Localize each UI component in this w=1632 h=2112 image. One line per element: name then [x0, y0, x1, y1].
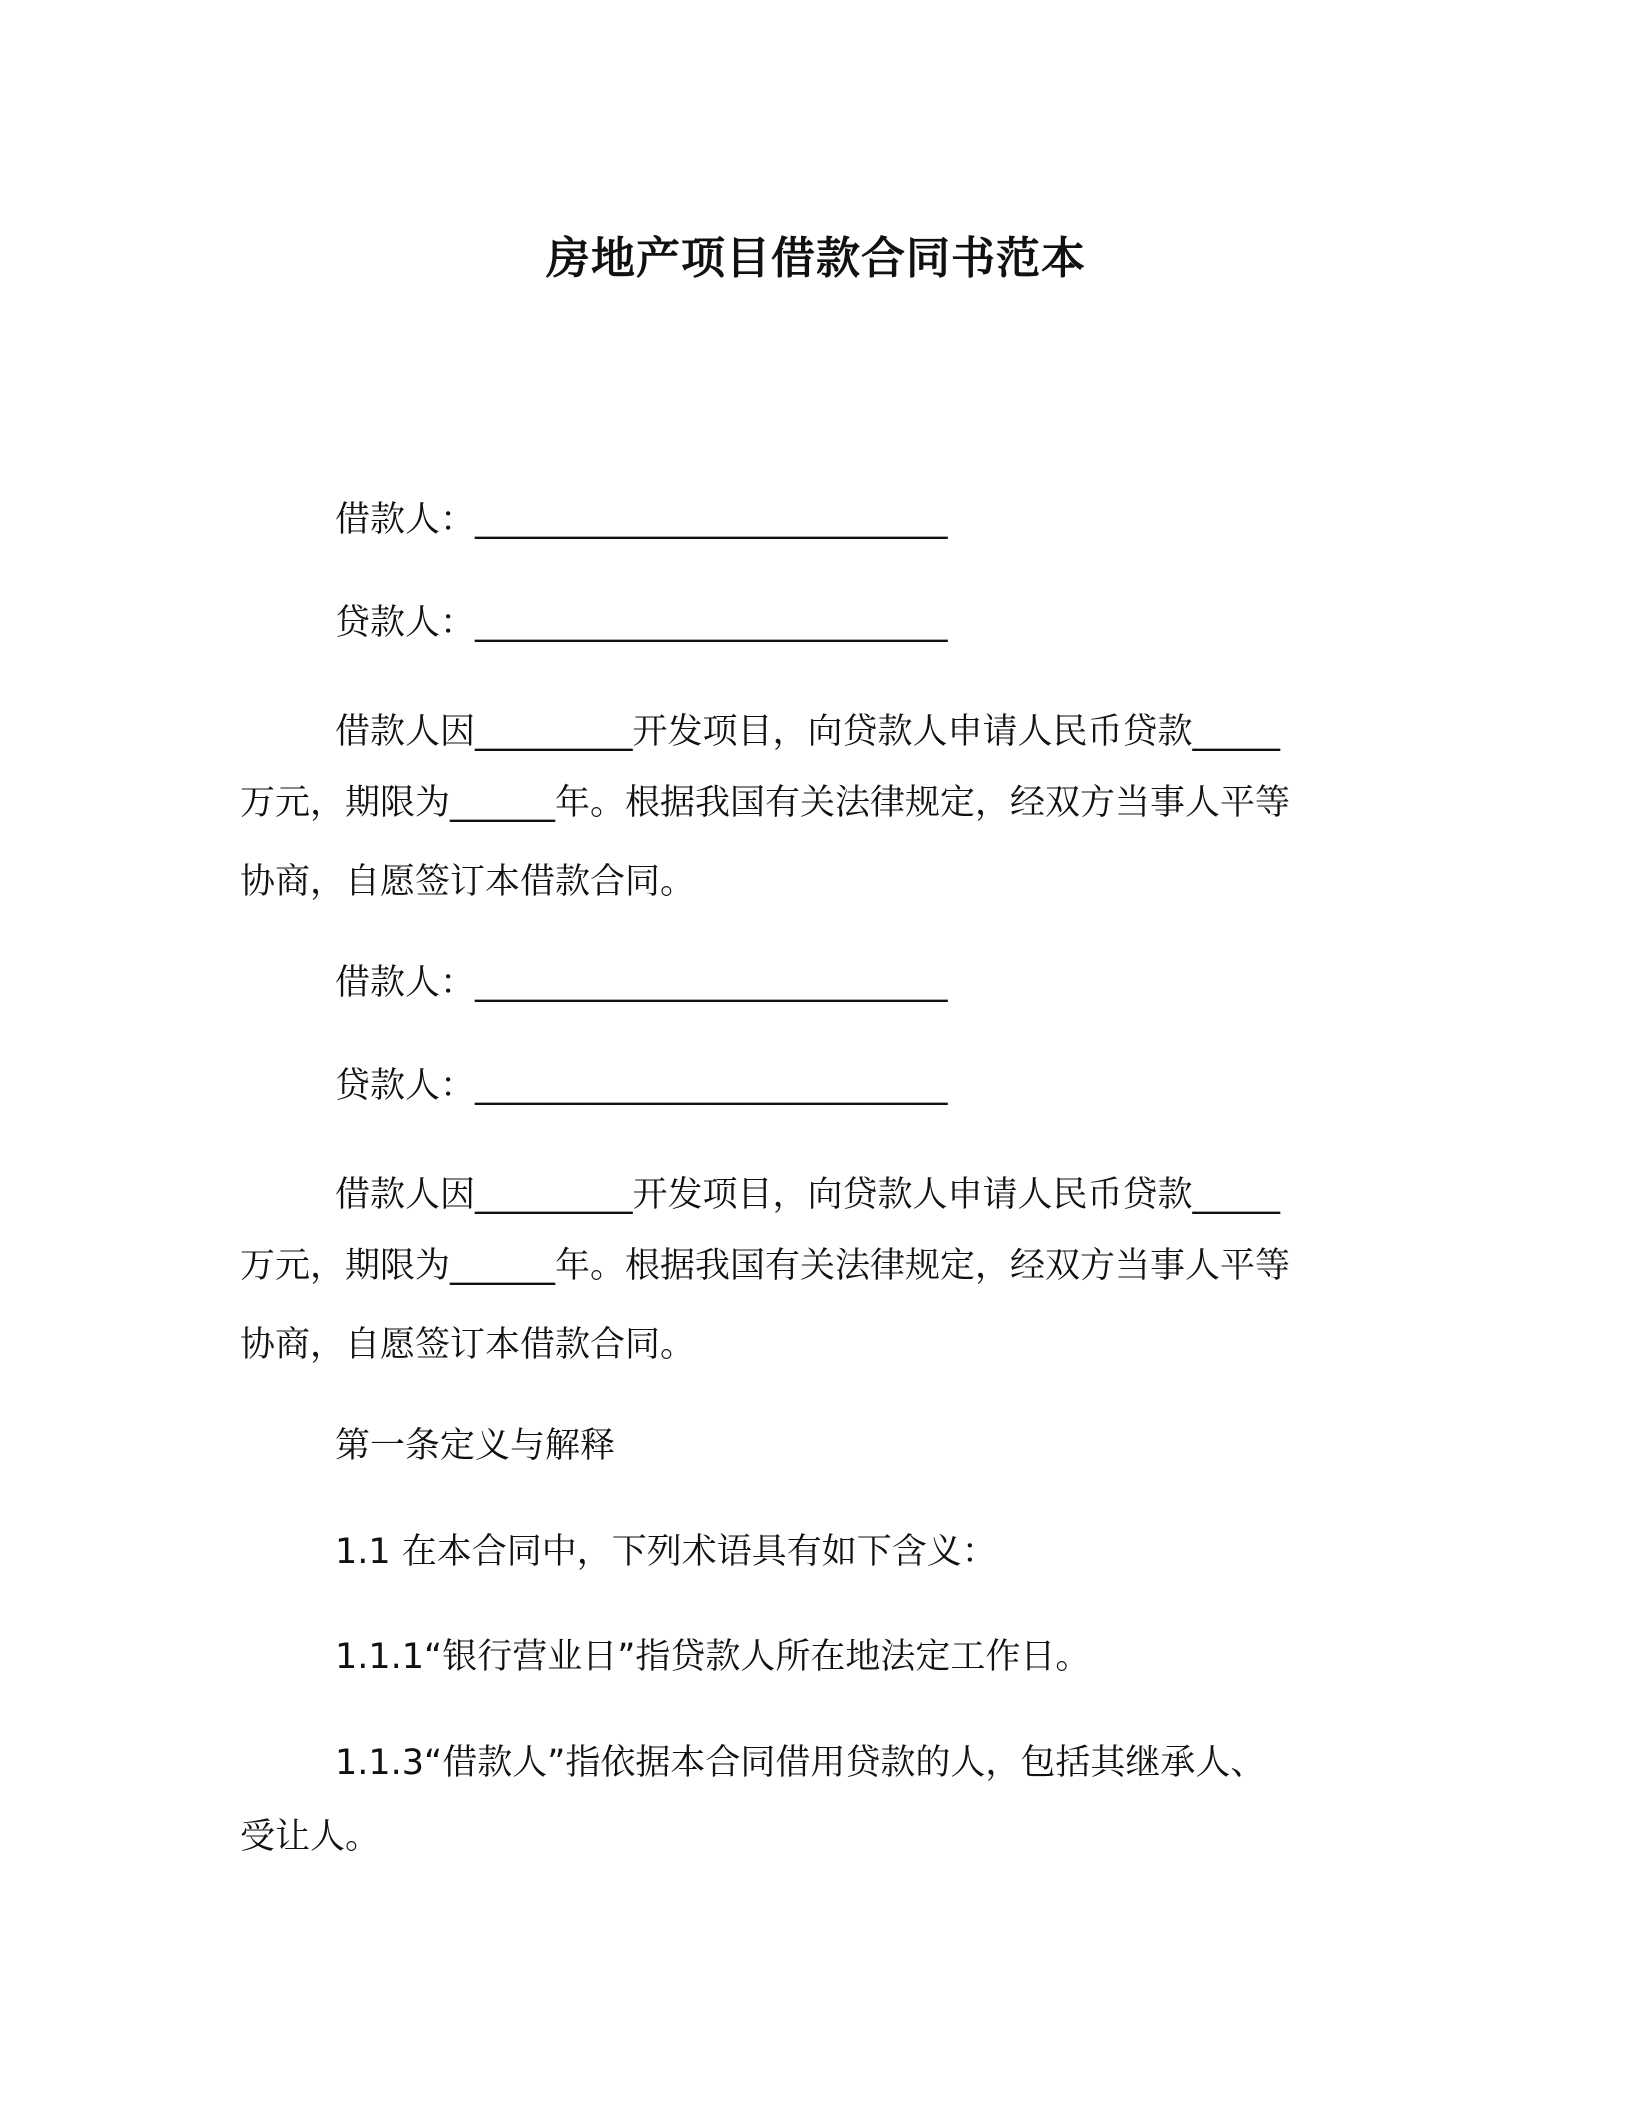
- clause-1-1: 1.1 在本合同中，下列术语具有如下含义：: [335, 1532, 997, 1572]
- preamble-line-1: 借款人因_________开发项目，向贷款人申请人民币贷款_____: [335, 1175, 1281, 1215]
- lender-field-line: 贷款人：___________________________: [335, 603, 948, 643]
- preamble-line-2: 万元，期限为______年。根据我国有关法律规定，经双方当事人平等: [240, 1246, 1291, 1286]
- clause-1-1-1: 1.1.1“银行营业日”指贷款人所在地法定工作日。: [335, 1637, 1091, 1677]
- preamble-line-1: 借款人因_________开发项目，向贷款人申请人民币贷款_____: [335, 712, 1281, 752]
- document-title: 房地产项目借款合同书范本: [546, 233, 1086, 284]
- preamble-line-2: 万元，期限为______年。根据我国有关法律规定，经双方当事人平等: [240, 783, 1291, 823]
- clause-1-1-3-line-2: 受让人。: [240, 1817, 381, 1857]
- preamble-line-3: 协商，自愿签订本借款合同。: [240, 862, 696, 902]
- borrower-field-line: 借款人：___________________________: [335, 500, 948, 540]
- article-heading: 第一条定义与解释: [335, 1426, 616, 1466]
- preamble-line-3: 协商，自愿签订本借款合同。: [240, 1325, 696, 1365]
- lender-field-line: 贷款人：___________________________: [335, 1066, 948, 1106]
- borrower-field-line: 借款人：___________________________: [335, 963, 948, 1003]
- clause-1-1-3-line-1: 1.1.3“借款人”指依据本合同借用贷款的人，包括其继承人、: [335, 1743, 1266, 1783]
